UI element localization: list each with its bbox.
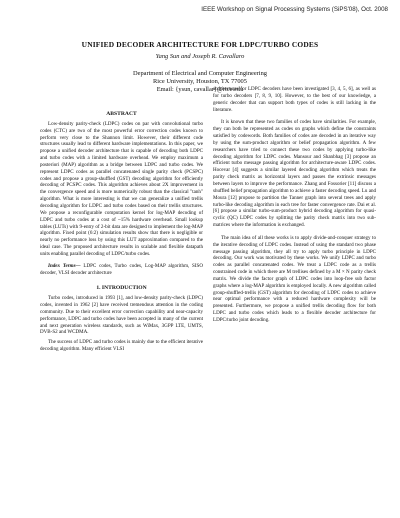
right-paragraph-3: The main idea of all these works is to apply divide-and-conquer strategy to the iterative decoding of LDPC codes. Instead of using the standard two phase message passing algorithm, they all try to apply turbo principle in LDPC decoding. Our work was motivated by these works. We unify LDPC and turbo codes as parallel concatenated codes. We treat a LDPC code as a trellis constrained code in which there are M trellises defined by a M × N parity check matrix. We divide the factor graph of LDPC codes into loop-free sub factor graphs where a log-MAP algorithm is employed locally. A new algorithm called group-shuffled-trellis (GST) algorithm for decoding of LDPC codes to achieve near optimal performance with a reduced hardware complexity will be presented. Furthermore, we propose a unified trellis decoding flow for both LDPC and turbo codes which leads to a flexible decoder architecture for LDPC/turbo joint decoding. xyxy=(213,234,376,323)
left-column xyxy=(40,111,203,355)
abstract-heading: ABSTRACT xyxy=(106,111,137,117)
index-terms xyxy=(40,263,203,277)
affiliation-university: Rice University, Houston, TX 77005 xyxy=(153,78,247,86)
right-column xyxy=(213,86,376,326)
right-paragraph-2: It is known that these two families of codes have similarities. For example, they can both be represented as codes on graphs which define the constraints satisfied by codewords. Both families of codes are decoded in an iterative way by using the sum-product algorithm or belief propagation algorithm. A few researchers have tried to connect these two codes by applying turbo-like decoding algorithm for LDPC codes. Mansour and Shanbhag [3] propose an efficient turbo message passing algorithm for architecture-aware LDPC codes. Hocevar [4] suggests a similar layered decoding algorithm which treats the parity check matrix as horizontal layers and passes the extrinsic messages between layers to improve the performance. Zhang and Fossorier [11] discuss a shuffled belief propagation algorithm to achieve a faster decoding speed. Lu and Moura [12] propose to partition the Tanner graph into several trees and apply turbo-like decoding algorithm in each tree for faster convergence rate. Dai et al. [6] propose a similar turbo-sum-product hybrid decoding algorithm for quasi-cyclic (QC) LDPC codes by splitting the parity check matrix into two sub-matrices where the information is exchanged. xyxy=(213,119,376,229)
affiliation-department: Department of Electrical and Computer Engineering xyxy=(133,70,267,77)
venue-header: IEEE Workshop on Signal Processing Systems (SiPS'08), Oct. 2008 xyxy=(201,6,388,13)
intro-paragraph-1: Turbo codes, introduced in 1993 [1], and low-density parity-check (LDPC) codes, invented in 1962 [2] have received tremendous attention in the coding community. Due to their excellent error correction capability and near-capacity performance, LDPC and turbo codes have been accepted in many of the current and next generation wireless standards, such as WiMax, 3GPP LTE, UMTS, DVB-S2 and WCDMA. xyxy=(40,295,203,336)
right-paragraph-1: architectures for LDPC decoders have been investigated [3, 4, 5, 6], as well as for turbo decoders [7, 8, 9, 10]. However, to the best of our knowledge, a generic decoder that can support both types of codes is still lacking in the literature. xyxy=(213,86,376,113)
intro-paragraph-2: The success of LDPC and turbo codes is mainly due to the efficient iterative decoding algorithm. Many efficient VLSI xyxy=(40,338,203,352)
introduction-heading: 1. INTRODUCTION xyxy=(96,285,147,292)
paper-title: UNIFIED DECODER ARCHITECTURE FOR LDPC/TURBO CODES xyxy=(81,40,319,49)
index-terms-label: Index Terms— xyxy=(48,262,81,269)
abstract-text: Low-density parity-check (LDPC) codes on par with convolutional turbo codes (CTC) are two of the most powerful error correction codes known to perform very close to the Shannon limit. However, their different code structures usually lead to different hardware implementations. In this paper, we propose a unified decoder architecture that is capable of decoding both LDPC and turbo codes with a limited hardware overhead. We employ maximum a posteriori (MAP) algorithm as a bridge between LDPC and turbo codes. We represent LDPC codes as parallel concatenated single parity check (PCSPC) codes and propose a group-shuffled (GST) decoding algorithm for efficiently decoding of PCSPC codes. This algorithm achieves about 2X improvement in the convergence speed and is more numerically robust than the classical "tanh" algorithm. What is more interesting is that we can generalize a unified trellis decoding algorithm for LDPC and turbo codes based on their trellis structures. We propose a reconfigurable computation kernel for log-MAP decoding of LDPC and turbo codes at a cost of ~15% hardware overhead. Small lookup tables (LUTs) with 9-entry of 2-bit data are designed to implement the log-MAP algorithm. Fixed point (6:2) simulation results show that there is negligible or nearly no performance loss by using this LUT approximation compared to the ideal case. The proposed architecture results in scalable and flexible datapath units enabling parallel decoding of LDPC/turbo codes. xyxy=(40,120,203,257)
affiliation-email: Email: {ysun, cavallar}@rice.edu xyxy=(156,86,244,94)
index-terms-text: LDPC codes, Turbo codes, Log-MAP algorithm, SISO decoder, VLSI decoder architecture xyxy=(40,262,203,276)
paper-authors: Yang Sun and Joseph R. Cavallaro xyxy=(155,53,245,60)
